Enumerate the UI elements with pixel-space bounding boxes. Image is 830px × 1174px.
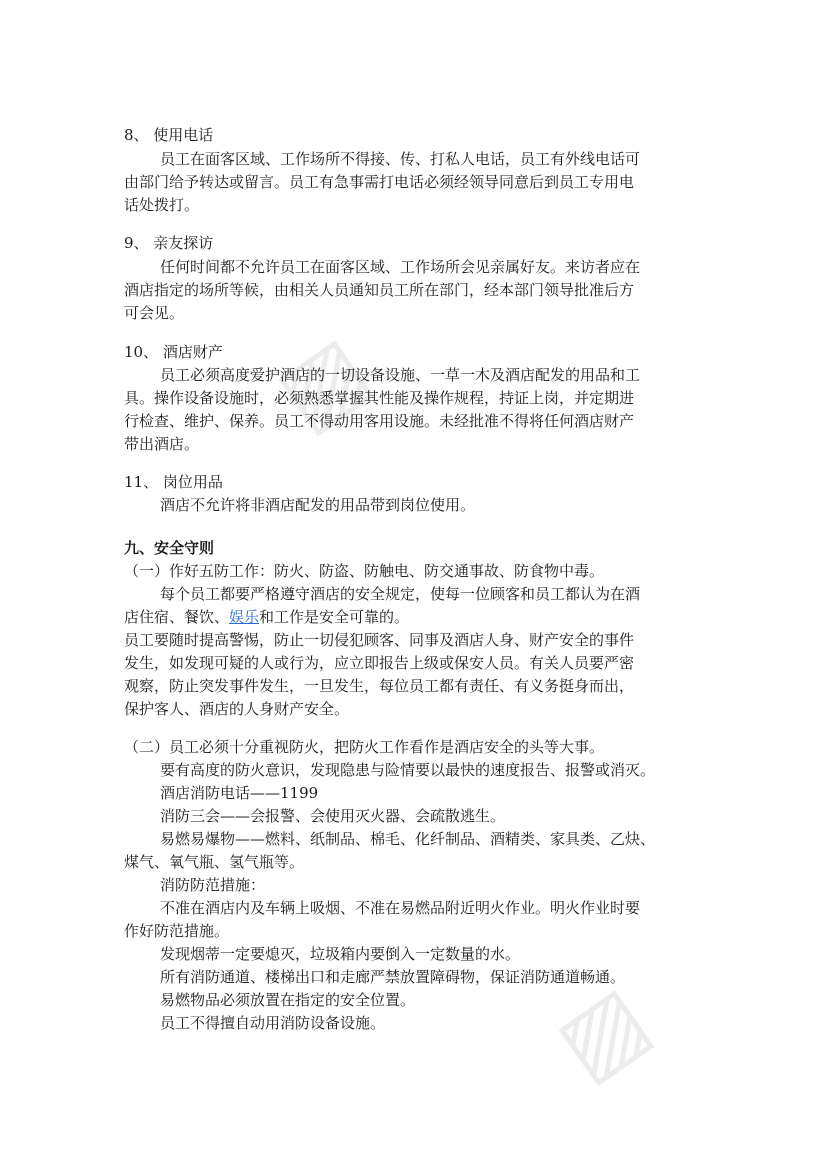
para-9-line-1: 易燃易爆物——燃料、纸制品、棉毛、化纤制品、酒精类、家具类、乙炔、 [160,830,656,848]
section-8-title: 8、 使用电话 [124,126,214,144]
watermark: ▨ [257,315,388,450]
section-8-line-3: 话处拨打。 [124,196,200,214]
para-3-text-b: 和工作是安全可靠的。 [259,608,410,626]
section-10-line-4: 带出酒店。 [124,435,200,453]
fire-phone: 酒店消防电话——1199 [160,784,319,802]
para-1: （一）作好五防工作：防火、防盗、防触电、防交通事故、防食物中毒。 [124,562,605,580]
para-4-line-2: 发生，如发现可疑的人或行为，应立即报告上级或保安人员。有关人员要严密 [124,654,635,672]
para-3-text-a: 店住宿、餐饮、 [124,608,230,626]
para-14: 易燃物品必须放置在指定的安全位置。 [160,991,416,1009]
section-10-title: 10、 酒店财产 [124,343,223,361]
para-11-line-2: 作好防范措施。 [124,922,230,940]
section-9-line-2: 酒店指定的场所等候，由相关人员通知员工所在部门，经本部门领导批准后方 [124,281,635,299]
section-9-line-3: 可会见。 [124,304,185,322]
para-9-line-2: 煤气、氧气瓶、氢气瓶等。 [124,853,305,871]
section-8-line-1: 员工在面客区域、工作场所不得接、传、打私人电话，员工有外线电话可 [160,150,641,168]
para-15: 员工不得擅自动用消防设备设施。 [160,1014,386,1032]
section-10-line-3: 行检查、维护、保养。员工不得动用客用设施。未经批准不得将任何酒店财产 [124,412,635,430]
para-5: （二）员工必须十分重视防火，把防火工作看作是酒店安全的头等大事。 [124,738,605,756]
para-4-line-1: 员工要随时提高警惕，防止一切侵犯顾客、同事及酒店人身、财产安全的事件 [124,631,635,649]
section-10-line-2: 具。操作设备设施时，必须熟悉掌握其性能及操作规程，持证上岗，并定期进 [124,389,635,407]
section-9-title: 9、 亲友探访 [124,234,214,252]
chapter-heading: 九、安全守则 [124,539,215,557]
section-8-line-2: 由部门给予转达或留言。员工有急事需打电话必须经领导同意后到员工专用电 [124,173,635,191]
section-9-line-1: 任何时间都不允许员工在面客区域、工作场所会见亲属好友。来访者应在 [160,258,641,276]
para-4-line-3: 观察，防止突发事件发生，一旦发生，每位员工都有责任、有义务挺身而出， [124,677,635,695]
para-12: 发现烟蒂一定要熄灭，垃圾箱内要倒入一定数量的水。 [160,945,521,963]
section-10-line-1: 员工必须高度爱护酒店的一切设备设施、一草一木及酒店配发的用品和工 [160,366,641,384]
entertainment-link[interactable]: 娱乐 [229,608,260,626]
section-11-line-1: 酒店不允许将非酒店配发的用品带到岗位使用。 [160,496,476,514]
para-6: 要有高度的防火意识，发现隐患与险情要以最快的速度报告、报警或消灭。 [160,761,656,779]
watermark: ▨ [537,965,668,1100]
section-11-title: 11、 岗位用品 [124,473,223,491]
para-2: 每个员工都要严格遵守酒店的安全规定，使每一位顾客和员工都认为在酒 [160,585,641,603]
para-3 [124,606,409,628]
para-13: 所有消防通道、楼梯出口和走廊严禁放置障碍物，保证消防通道畅通。 [160,968,626,986]
para-8: 消防三会——会报警、会使用灭火器、会疏散逃生。 [160,807,506,825]
para-4-line-4: 保护客人、酒店的人身财产安全。 [124,700,350,718]
para-11-line-1: 不准在酒店内及车辆上吸烟、不准在易燃品附近明火作业。明火作业时要 [160,899,641,917]
para-10: 消防防范措施： [160,876,266,894]
